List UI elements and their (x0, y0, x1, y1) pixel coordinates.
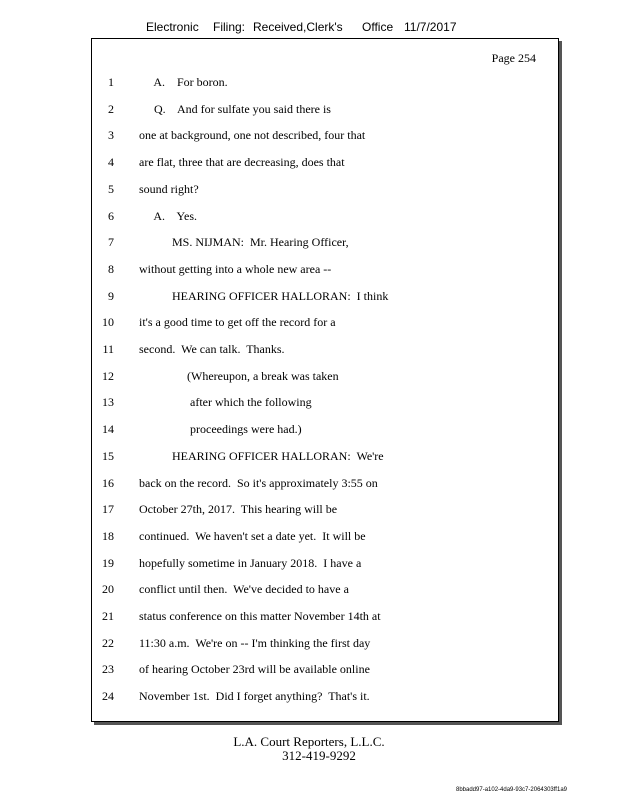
line-text: after which the following (139, 395, 312, 410)
transcript-line (92, 369, 558, 385)
transcript-line (92, 75, 558, 91)
transcript-line (92, 529, 558, 545)
transcript-line (92, 289, 558, 305)
line-number: 16 (102, 475, 114, 490)
line-number: 20 (102, 582, 114, 597)
line-number: 8 (108, 261, 114, 276)
line-number: 11 (102, 342, 114, 356)
line-number: 6 (108, 208, 114, 223)
line-number: 21 (102, 609, 114, 623)
line-number: 18 (102, 528, 114, 543)
transcript-line (92, 422, 558, 438)
transcript-line (92, 128, 558, 144)
transcript-line (92, 182, 558, 198)
line-text: HEARING OFFICER HALLORAN: We're (139, 448, 384, 463)
line-text: conflict until then. We've decided to have a (139, 582, 349, 597)
line-text: proceedings were had.) (139, 422, 302, 437)
transcript-line (92, 582, 558, 598)
line-number: 7 (108, 235, 114, 250)
transcript-line (92, 155, 558, 171)
filing-label: Filing: (213, 20, 246, 34)
line-text: status conference on this matter November 14th at (139, 609, 381, 623)
filing-header (0, 20, 618, 36)
line-text: (Whereupon, a break was taken (139, 368, 339, 383)
transcript-line (92, 502, 558, 518)
line-number: 24 (102, 689, 114, 704)
line-number: 17 (102, 502, 114, 517)
transcript-line (92, 689, 558, 705)
line-text: October 27th, 2017. This hearing will be (139, 502, 338, 517)
line-text: hopefully sometime in January 2018. I have a (139, 555, 362, 570)
transcript-line (92, 315, 558, 331)
transcript-line (92, 636, 558, 652)
line-number: 15 (102, 448, 114, 463)
line-number: 19 (102, 555, 114, 570)
line-number: 23 (102, 662, 114, 677)
line-text: November 1st. Did I forget anything? That's it. (139, 689, 370, 704)
line-text: without getting into a whole new area -- (139, 261, 332, 276)
line-number: 4 (108, 155, 114, 170)
line-number: 2 (108, 101, 114, 116)
filing-date: 11/7/2017 (404, 20, 457, 34)
line-text: one at background, one not described, four that (139, 128, 366, 143)
transcript-line (92, 235, 558, 251)
footer-phone: 312-419-9292 (282, 748, 356, 763)
transcript-page (91, 38, 559, 722)
transcript-line (92, 609, 558, 625)
line-number: 13 (102, 395, 114, 410)
transcript-line (92, 662, 558, 678)
line-number: 10 (102, 315, 114, 330)
line-number: 14 (102, 422, 114, 437)
transcript-line (92, 395, 558, 411)
line-number: 1 (108, 75, 114, 89)
transcript-line (92, 449, 558, 465)
line-number: 5 (108, 181, 114, 196)
line-text: Q. And for sulfate you said there is (139, 101, 331, 116)
transcript-line (92, 476, 558, 492)
transcript-line (92, 342, 558, 358)
filing-received: Received,Clerk's (253, 20, 343, 34)
line-text: it's a good time to get off the record for a (139, 315, 336, 330)
line-text: back on the record. So it's approximately 3:55 on (139, 475, 378, 490)
transcript-line (92, 209, 558, 225)
line-text: A. Yes. (139, 208, 198, 223)
filing-office: Office (362, 20, 394, 34)
page-number: Page 254 (491, 51, 536, 65)
line-text: of hearing October 23rd will be available online (139, 662, 370, 677)
filing-electronic: Electronic (146, 20, 199, 34)
line-text: are flat, three that are decreasing, does that (139, 155, 345, 170)
line-text: HEARING OFFICER HALLORAN: I think (139, 288, 389, 303)
line-text: MS. NIJMAN: Mr. Hearing Officer, (139, 235, 349, 250)
line-text: second. We can talk. Thanks. (139, 342, 285, 356)
line-text: continued. We haven't set a date yet. It will be (139, 528, 366, 543)
line-text: 11:30 a.m. We're on -- I'm thinking the first day (139, 635, 371, 650)
line-number: 9 (108, 288, 114, 303)
footer-company: L.A. Court Reporters, L.L.C. (233, 734, 385, 749)
transcript-line (92, 556, 558, 572)
line-number: 12 (102, 368, 114, 383)
line-text: sound right? (139, 181, 199, 196)
transcript-line (92, 262, 558, 278)
document-id: 8bbadd97-a102-4da9-93c7-2064303ff1a9 (456, 787, 567, 793)
line-text: A. For boron. (139, 75, 228, 89)
line-number: 22 (102, 635, 114, 650)
line-number: 3 (108, 128, 114, 143)
transcript-line (92, 102, 558, 118)
